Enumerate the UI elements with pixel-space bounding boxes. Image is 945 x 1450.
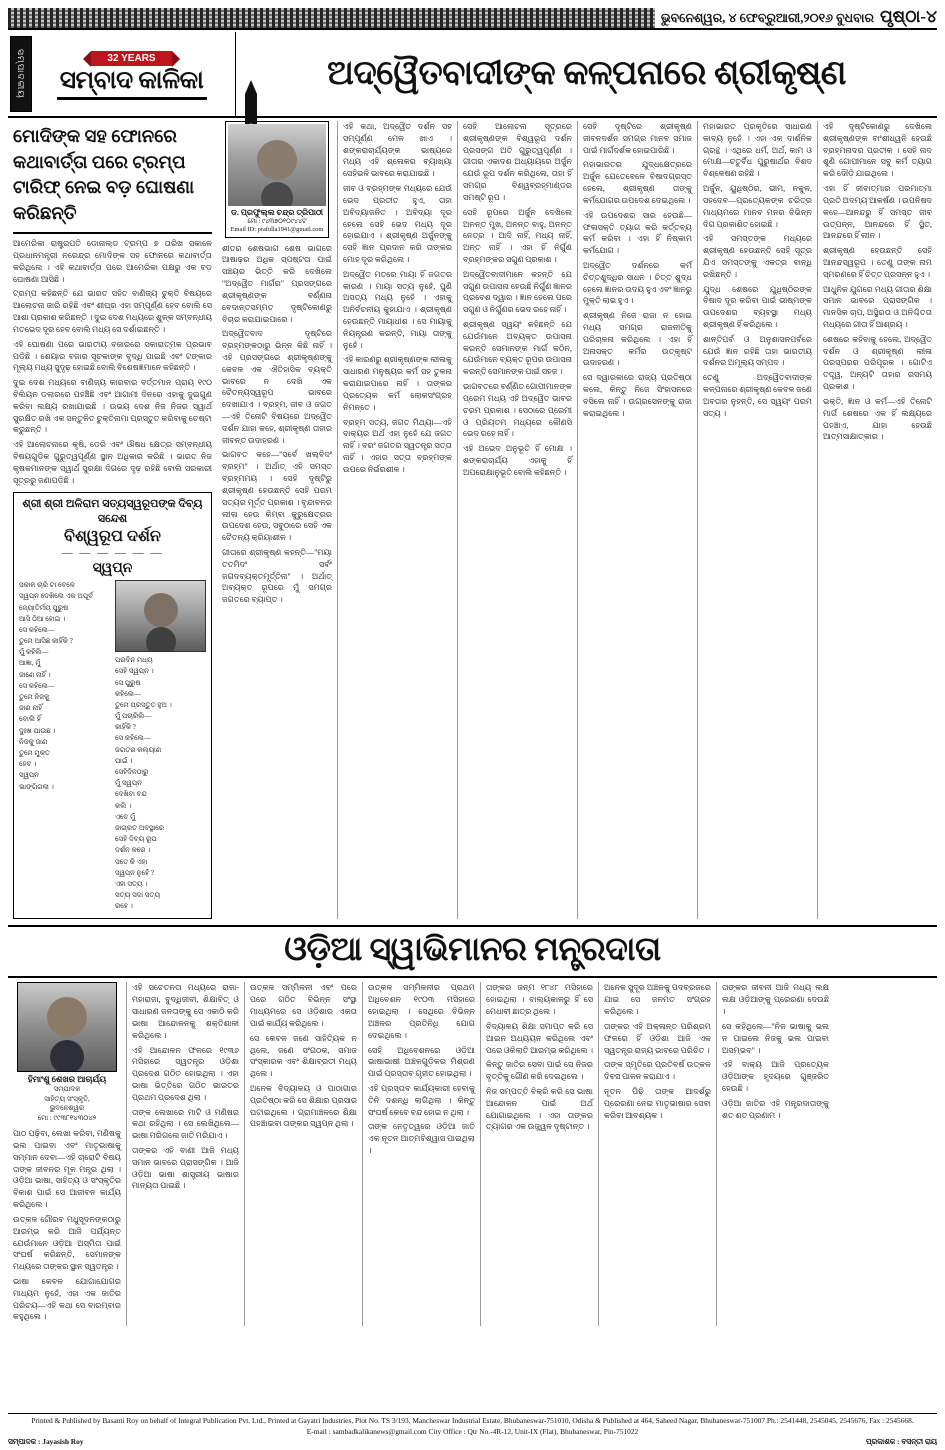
article1-col-3 xyxy=(457,121,577,919)
ad-portrait-photo xyxy=(115,580,206,652)
article2-paragraph: ଭାଷା କେବଳ ଯୋଗାଯୋଗର ମାଧ୍ୟମ ନୁହେଁ, ଏହା ଏକ ଜାତିର ପରିଚୟ—ଏହି କଥା ସେ ବାରମ୍ବାର କହୁଥିଲେ । xyxy=(13,1276,121,1322)
article2-paragraph: ସେହି ଅଧିବେଶନରେ ଓଡ଼ିଆ ଭାଷାଭାଷୀ ଅଞ୍ଚଳଗୁଡ଼ିକର ମିଶ୍ରଣ ପାଇଁ ପ୍ରସ୍ତାବ ଗୃହୀତ ହୋଇଥିଲା । xyxy=(368,1045,475,1079)
left-paragraph: ଆମେରିକା ରାଷ୍ଟ୍ରପତି ଡୋନାଲ୍ଡ ଟ୍ରମ୍ପ ୭ ତାରିଖ ସକାଳେ ପ୍ରଧାନମନ୍ତ୍ରୀ ନରେନ୍ଦ୍ର ମୋଦିଙ୍କ ସହ ଫୋନରେ କଥାବାର୍ତ୍ତା କରିଥିଲେ । ଏହି କଥାବାର୍ତ୍ତା ପରେ ଆମେରିକା ପକ୍ଷରୁ ଏକ ବଡ଼ ଘୋଷଣା ଆସିଛି । xyxy=(13,239,212,284)
footer-imprint-line1: Printed & Published by Basanti Roy on behalf of Integral Publication Pvt. Ltd., Printed at Gayatri Industries, Plot No. TS 3/193, Mancheswar Industrial Estate, Bhubaneswar-751010, Odisha & Published at 464, Saheed Nagar, Bhubaneswar-751007 Ph.: 2541448, 2545045, 2545676, Fax : 2545668. xyxy=(31,1415,914,1425)
article2-headline: ଓଡ଼ିଆ ସ୍ୱାଭିମାନର ମନ୍ତ୍ରଦାତା xyxy=(284,932,661,969)
article2-columns xyxy=(8,982,937,1326)
secondary-headline: ମୋଦିଙ୍କ ସହ ଫୋନରେ କଥାବାର୍ତ୍ତା ପରେ ଟ୍ରମ୍ପ ଟାରିଫ୍ ନେଇ ବଡ଼ ଘୋଷଣା କରିଛନ୍ତି xyxy=(13,121,212,234)
article2-paragraph: ଉତ୍କଳ ସମ୍ମିଳନୀ ଏବଂ ପରେ ପରେ ଗଠିତ ବିଭିନ୍ନ ସଂସ୍ଥା ମାଧ୍ୟମରେ ସେ ଓଡ଼ିଶାର ଏକତା ପାଇଁ କାର୍ଯ୍ୟ କରିଥିଲେ । xyxy=(250,983,357,1028)
article2-col-2 xyxy=(126,982,244,1326)
author-card xyxy=(225,121,329,238)
ornament-strip-left xyxy=(8,8,655,28)
article2-paragraph: ଅନେକ ବିଦ୍ୟାଳୟ ଓ ପାଠାଗାର ପ୍ରତିଷ୍ଠା କରି ସେ ଶିକ୍ଷାର ପ୍ରସାର ଘଟାଇଥିଲେ । ଗ୍ରାମାଞ୍ଚଳରେ ଶିକ୍ଷା ପହଞ୍ଚାଇବା ତାଙ୍କର ସ୍ୱପ୍ନ ଥିଲା । xyxy=(250,1083,357,1129)
article2-paragraph: ଏହି ବାକ୍ୟ ଆଜି ପ୍ରତ୍ୟେକ ଓଡ଼ିଆଙ୍କ ହୃଦୟରେ ଗୁଞ୍ଜରିତ ହେଉଛି । xyxy=(722,1060,829,1093)
ad-right-block xyxy=(115,580,206,912)
author-name: ଡ. ପ୍ରଫୁଲ୍ଲ ଚନ୍ଦ୍ର ତ୍ରିପାଠୀ xyxy=(230,208,323,217)
article2-col-4 xyxy=(362,982,480,1326)
article1-paragraph: ସେ ଦ୍ୱାରକାରେ ରାଜ୍ୟ ପ୍ରତିଷ୍ଠା କଲେ, କିନ୍ତୁ ନିଜେ ସିଂହାସନରେ ବସିଲେ ନାହିଁ । ଉଗ୍ରସେନଙ୍କୁ ରାଜା କରାଇଥିଲେ । xyxy=(583,373,692,418)
article2-paragraph: ତାଙ୍କ ଲେଖାରେ ମାଟି ଓ ମଣିଷର କଥା ରହିଥିଲା । ସେ ଲେଖିଥିଲେ—ଭାଷା ମରିଗଲେ ଜାତି ମରିଯାଏ । xyxy=(132,1107,239,1141)
article1-paragraph: ଆଧୁନିକ ଯୁଗରେ ମଧ୍ୟ ଗୀତାର ଶିକ୍ଷା ସମାନ ଭାବରେ ପ୍ରାସଙ୍ଗିକ । ମାନସିକ ଚାପ, ଅସ୍ଥିରତା ଓ ଅନିଶ୍ଚିତତା ମଧ୍ୟରେ ଗୀତା ହିଁ ଆଶ୍ରୟ । xyxy=(823,284,932,329)
ad-title-secondary: ବିଶ୍ୱରୂପ ଦର୍ଶନ xyxy=(64,528,161,546)
page-footer xyxy=(8,1413,937,1448)
ad-title: ଶ୍ରୀ ଶ୍ରୀ ଅଳିରାମ ସତ୍ୟସ୍ୱରୂପଙ୍କ ଦିବ୍ୟ ସନ୍ଦେଶ xyxy=(22,498,203,526)
article1-paragraph: ଅଦ୍ୱୈତ ଦର୍ଶନରେ କର୍ମ ଚିତ୍ତଶୁଦ୍ଧିର ସାଧନ । ଚିତ୍ତ ଶୁଦ୍ଧ ହେଲେ ଜ୍ଞାନର ଉଦୟ ହୁଏ ଏବଂ ଜ୍ଞାନରୁ ମୁକ୍ତି ଲାଭ ହୁଏ । xyxy=(583,260,692,306)
main-headline-box xyxy=(236,32,937,116)
article2-paragraph: ତାଙ୍କ ନେତୃତ୍ୱରେ ଓଡ଼ିଆ ଜାତି ଏକ ନୂତନ ଆତ୍ମବିଶ୍ୱାସ ପାଇଥିଲା । xyxy=(368,1122,475,1155)
article2-paragraph: ତାଙ୍କ ସ୍ମୃତିରେ ପ୍ରତିବର୍ଷ ଉତ୍କଳ ଦିବସ ପାଳନ କରାଯାଏ । xyxy=(604,1060,711,1082)
left-paragraph: ଏହି ଆଲୋଚନାରେ କୃଷି, ଡେରି ଏବଂ ଔଷଧ କ୍ଷେତ୍ର ସମ୍ବନ୍ଧୀୟ ବିଷୟଗୁଡ଼ିକ ଗୁରୁତ୍ୱପୂର୍ଣ୍ଣ ସ୍ଥାନ ଅଧିକାର କରିଛି । ଭାରତ ନିଜ କୃଷକମାନଙ୍କ ସ୍ୱାର୍ଥ ସୁରକ୍ଷା ଦିଗରେ ଦୃଢ଼ ରହିଛି ବୋଲି ସରକାରୀ ସୂତ୍ରରୁ ଜଣାପଡ଼ିଛି । xyxy=(13,440,212,485)
article2-paragraph: ଅନେକ ସୁଦୂର ଅଞ୍ଚଳକୁ ପଦବ୍ରଜରେ ଯାଇ ସେ ଜନମତ ସଂଗ୍ରହ କରିଥିଲେ । xyxy=(604,983,711,1017)
ad-text-left: ସକାଳ ଚାରି ଟା ବେଳେ ସ୍ୱପ୍ନ ଦେଖିଲେ ଏକ ଅପୂର୍ବ ଜ୍ୟୋତିର୍ମୟ ପୁରୁଷ ଆସି ଠିଆ ହୋଇ । ସେ କହିଲେ— ତୁମେ ଆସିଛ କାହିଁକି ? ମୁଁ କହିଲି— ଆଜ୍ଞା, ମୁଁ ଜାଣେ ନାହିଁ । ସେ କହିଲେ— ତୁମେ ନିଜକୁ ଜାଣ ନାହିଁ ବୋଲି ହିଁ ଦୁଃଖ ପାଉଛ । ନିଜକୁ ଜାଣ ତୁମେ ମୁକ୍ତ ହେବ । ସ୍ୱପ୍ନ ଭାଙ୍ଗିଗଲା । xyxy=(19,581,93,791)
article2-paragraph: ତାଙ୍କର ଏହି ଅକ୍ଳାନ୍ତ ପରିଶ୍ରମ ଫଳରେ ହିଁ ଓଡ଼ିଶା ଆଜି ଏକ ସ୍ୱତନ୍ତ୍ର ରାଜ୍ୟ ଭାବରେ ପରିଚିତ । xyxy=(604,1021,711,1055)
left-paragraph: ଟ୍ରମ୍ପ କହିଛନ୍ତି ଯେ ଭାରତ ସହିତ ବାଣିଜ୍ୟ ଚୁକ୍ତି ବିଷୟରେ ଆଲୋଚନା ଜାରି ରହିଛି ଏବଂ ଶୀଘ୍ର ଏହା ସମ୍ପୂର୍ଣ୍ଣ ହେବ ବୋଲି ସେ ଆଶା ପ୍ରକାଶ କରିଛନ୍ତି । ଦୁଇ ଦେଶ ମଧ୍ୟରେ ଶୁଳ୍କ ସମ୍ବନ୍ଧୀୟ ମତଭେଦ ଦୂର ହେବ ବୋଲି ମଧ୍ୟ ସେ ଦର୍ଶାଇଛନ୍ତି । xyxy=(13,289,212,334)
article1-paragraph: ଭକ୍ତି, ଜ୍ଞାନ ଓ କର୍ମ—ଏହି ତିନୋଟି ମାର୍ଗ ଶେଷରେ ଏକ ହିଁ ଲକ୍ଷ୍ୟରେ ପହଞ୍ଚାଏ, ଯାହା ହେଉଛି ଆତ୍ମସାକ୍ଷାତ୍କାର । xyxy=(823,396,932,442)
article1-col-5 xyxy=(697,121,817,919)
article2-col-1 xyxy=(8,982,126,1326)
article2-author-role: ସମ୍ପାଦକ xyxy=(53,1085,81,1094)
article1-col-6 xyxy=(817,121,937,919)
footer-credits xyxy=(8,1437,937,1448)
ad-body xyxy=(19,580,206,912)
footer-publisher: ପ୍ରକାଶକ : ବସନ୍ତୀ ରାୟ xyxy=(865,1437,937,1447)
article1-paragraph: ଗୀତାରେ ଶ୍ରୀକୃଷ୍ଣ କହନ୍ତି—"ମୟା ତତମିଦଂ ସର୍ବଂ ଜଗଦବ୍ୟକ୍ତମୂର୍ତ୍ତିନା" । ଅର୍ଥାତ୍ ଅବ୍ୟକ୍ତ ରୂପରେ ମୁଁ ସମଗ୍ର ଜଗତରେ ବ୍ୟାପ୍ତ । xyxy=(222,547,332,605)
author-email: Email ID: prafulla1941@gmail.com xyxy=(230,226,324,234)
masthead-title: ସମ୍ବାଦ କାଳିକା xyxy=(59,67,204,95)
article2-paragraph: ନିଜ ସମ୍ପତ୍ତି ବିକ୍ରି କରି ସେ ଭାଷା ଆନ୍ଦୋଳନ ପାଇଁ ଅର୍ଥ ଯୋଗାଇଥିଲେ । ଏହା ତାଙ୍କର ତ୍ୟାଗର ଏକ ଉଜ୍ଜ୍ୱଳ ଦୃଷ୍ଟାନ୍ତ । xyxy=(486,1086,593,1132)
article2-paragraph: ପାଠ ପଢ଼ିବା, ଲେଖା କରିବା, ମଣିଷକୁ ଭଲ ପାଇବା ଏବଂ ମାତୃଭାଷାକୁ ସମ୍ମାନ ଦେବା—ଏହି ଚାରୋଟି ବିଷୟ ତାଙ୍କ ଜୀବନର ମୂଳ ମନ୍ତ୍ର ଥିଲା । ଓଡ଼ିଆ ଭାଷା, ସାହିତ୍ୟ ଓ ସଂସ୍କୃତିର ବିକାଶ ପାଇଁ ସେ ଆଜୀବନ କାର୍ଯ୍ୟ କରିଥିଲେ । xyxy=(13,1129,121,1210)
page-number: ପୃଷ୍ଠା-୪ xyxy=(879,7,937,26)
dateline: ଭୁବନେଶ୍ୱର, ୪ ଫେବ୍ରୁଆରୀ,୨୦୧୬ ବୁଧବାର xyxy=(660,11,874,25)
author-photo xyxy=(228,124,326,206)
upper-content xyxy=(8,121,937,919)
author-phone: ମୋ : ୯୪୩୭୦୧୦୯୪୪ଟ xyxy=(247,218,307,225)
article1-paragraph: ସେହି ଦୃଷ୍ଟିରେ ଶ୍ରୀକୃଷ୍ଣ ଜୀବନଦର୍ଶନ ସମଗ୍ର ମାନବ ସମାଜ ପାଇଁ ମାର୍ଗଦର୍ଶକ ହୋଇପାରିଛି । xyxy=(583,122,692,155)
article2-paragraph: ଏହି ଆନ୍ଦୋଳନ ଫଳରେ ୧୯୩୬ ମସିହାରେ ସ୍ୱତନ୍ତ୍ର ଓଡ଼ିଶା ପ୍ରଦେଶ ଗଠିତ ହୋଇଥିଲା । ଏହା ଭାଷା ଭିତ୍ତିରେ ଗଠିତ ଭାରତର ପ୍ରଥମ ପ୍ରଦେଶ ଥିଲା । xyxy=(132,1045,239,1102)
article1-col-1 xyxy=(217,121,337,919)
main-headline: ଅଦ୍ୱୈତବାଦୀଙ୍କ କଳ୍ପନାରେ ଶ୍ରୀକୃଷ୍ଣ xyxy=(327,55,846,92)
article2-paragraph: ଏହି ସଚେତନତା ମଧ୍ୟରେ ରାଜା-ମହାରାଜା, ବୁଦ୍ଧିଜୀବୀ, ଶିକ୍ଷାବିତ୍ ଓ ସାଧାରଣ ଜନତାଙ୍କୁ ସେ ଏକାଠି କରି ଭାଷା ଆନ୍ଦୋଳନକୁ ଶକ୍ତିଶାଳୀ କରିଥିଲେ । xyxy=(132,983,239,1040)
article2-col-3 xyxy=(244,982,362,1326)
article1-paragraph: ଯୁଦ୍ଧ ଶେଷରେ ଯୁଧିଷ୍ଠିରଙ୍କ ବିଷାଦ ଦୂର କରିବା ପାଇଁ ଭୀଷ୍ମଙ୍କ ଉପଦେଶର ବ୍ୟବସ୍ଥା ମଧ୍ୟ ଶ୍ରୀକୃଷ୍ଣ ହିଁ କରିଥିଲେ । xyxy=(703,284,812,329)
years-badge: 32 YEARS xyxy=(91,51,171,66)
article1-paragraph: ତେଣୁ ଅଦ୍ୱୈତବାଦୀଙ୍କ କଳ୍ପନାରେ ଶ୍ରୀକୃଷ୍ଣ କେବଳ ଜଣେ ଅବତାର ନୁହନ୍ତି, ସେ ସ୍ୱୟଂ ପରମ ସତ୍ୟ । xyxy=(703,373,812,418)
article1-paragraph: ସେହି ରୂପରେ ଅର୍ଜୁନ ଦେଖିଲେ ଅନନ୍ତ ମୁଖ, ଅନନ୍ତ ବାହୁ, ଅନନ୍ତ ନେତ୍ର । ଆଦି ନାହିଁ, ମଧ୍ୟ ନାହିଁ, ଅନ୍ତ ନାହିଁ । ଏହା ହିଁ ନିର୍ଗୁଣ ବ୍ରହ୍ମଙ୍କର ସଗୁଣ ପ୍ରକାଶ । xyxy=(463,207,572,264)
article1-paragraph: ଶ୍ରୀକୃଷ୍ଣ ସ୍ୱୟଂ କହିଛନ୍ତି ଯେ ଯେଉଁମାନେ ଅବ୍ୟକ୍ତ ଉପାସନା କରନ୍ତି ସେମାନଙ୍କ ମାର୍ଗ କଠିନ, ଯେଉଁମାନେ ବ୍ୟକ୍ତ ରୂପର ଉପାସନା କରନ୍ତି ସେମାନଙ୍କ ପାଇଁ ସହଜ । xyxy=(463,320,572,377)
article1-paragraph: ଅଦ୍ୱୈତ ମତରେ ମାୟା ହିଁ ଜଗତର କାରଣ । ମାୟା ସତ୍ୟ ନୁହେଁ, ପୁଣି ଅସତ୍ୟ ମଧ୍ୟ ନୁହେଁ । ଏହାକୁ ଅନିର୍ବଚନୀୟ କୁହାଯାଏ । ଶ୍ରୀକୃଷ୍ଣ ହେଉଛନ୍ତି ମାୟାଧୀଶ । ସେ ମାୟାକୁ ନିୟନ୍ତ୍ରଣ କରନ୍ତି, ମାୟା ତାଙ୍କୁ ନୁହେଁ । xyxy=(343,269,452,350)
article2-paragraph: ଉତ୍କଳ ସମ୍ମିଳନୀର ପ୍ରଥମ ଅଧିବେଶନ ୧୯୦୩ ମସିହାରେ ହୋଇଥିଲା । ସେଥିରେ ବିଭିନ୍ନ ଅଞ୍ଚଳର ପ୍ରତିନିଧି ଯୋଗ ଦେଇଥିଲେ । xyxy=(368,983,475,1040)
article2-paragraph: ତାଙ୍କର ଜୀବନୀ ଆଜି ମଧ୍ୟ ଲକ୍ଷ ଲକ୍ଷ ଓଡ଼ିଆଙ୍କୁ ପ୍ରେରଣା ଦେଉଛି । xyxy=(722,983,829,1017)
article1-paragraph: ଶୀତର ଶେଷଭାଗ ଶେଷ ଭାଗରେ ଆଷାଢ଼ର ଅଧିକ ସ୍ପଷ୍ଟତା ପାଇଁ ସଞ୍ଚୟର ଭିତ୍ତି କରି ଦେଖିଲେ "ଅଦ୍ୱୈତ ମାର୍ଗର" ପ୍ରସଙ୍ଗରେ ଶ୍ରୀକୃଷ୍ଣଙ୍କ ବର୍ଣ୍ଣନା ବେଦାନ୍ତସମ୍ମତ ଦୃଷ୍ଟିକୋଣରୁ ବିଚାର କରାଯାଇପାରେ । xyxy=(222,243,332,324)
left-paragraph: ଏହି ଘୋଷଣା ପରେ ଭାରତୀୟ ବଜାରରେ ସକାରାତ୍ମକ ପ୍ରଭାବ ପଡ଼ିଛି । ଶେୟାର ବଜାର ସୂଚକାଙ୍କ ବୃଦ୍ଧି ପାଇଛି ଏବଂ ଟଙ୍କାର ମୂଲ୍ୟ ମଧ୍ୟ ସୁଦୃଢ଼ ହୋଇଛି ବୋଲି ବିଶେଷଜ୍ଞମାନେ କହିଛନ୍ତି । xyxy=(13,339,212,373)
article2-paragraph: କିନ୍ତୁ ଜାତିର ସେବା ପାଇଁ ସେ ନିଜର ବୃତ୍ତିକୁ ଗୌଣ କରି ଦେଇଥିଲେ । xyxy=(486,1060,593,1082)
left-paragraph: ଦୁଇ ଦେଶ ମଧ୍ୟରେ ବାଣିଜ୍ୟ କାରବାର ବର୍ତ୍ତମାନ ପ୍ରାୟ ୧୯୦ ବିଲିୟନ ଡଲାରରେ ପହଞ୍ଚିଛି ଏବଂ ଆଗାମୀ ଦିନରେ ଏହାକୁ ଦୁଇଗୁଣ କରିବା ଲକ୍ଷ୍ୟ ରଖାଯାଇଛି । ଉଭୟ ଦେଶ ନିଜ ନିଜର ସ୍ୱାର୍ଥ ସୁରକ୍ଷିତ ରଖି ଏକ ସନ୍ତୁଳିତ ଚୁକ୍ତିନାମା ପ୍ରସ୍ତୁତ କରିବାକୁ ଚେଷ୍ଟା କରୁଛନ୍ତି । xyxy=(13,378,212,435)
advertisement-box xyxy=(13,492,212,919)
article2-paragraph: ତାଙ୍କର ଜନ୍ମ ୧୮୪୮ ମସିହାରେ ହୋଇଥିଲା । ବାଲ୍ୟକାଳରୁ ହିଁ ସେ ମେଧାବୀ ଛାତ୍ର ଥିଲେ । xyxy=(486,983,593,1017)
article2-author-place: ସାହିତ୍ୟ ସଂସ୍କୃତି, ଭୁବନେଶ୍ୱର xyxy=(44,1094,90,1113)
ad-divider: — — — — — — xyxy=(61,547,164,560)
article2-paragraph: ସେ କହିଥିଲେ—"ନିଜ ଭାଷାକୁ ଭଲ ନ ପାଇଲେ ନିଜକୁ ଭଲ ପାଇବା ଅସମ୍ଭବ" । xyxy=(722,1021,829,1055)
footer-editor: ସମ୍ପାଦକ : Jayasish Roy xyxy=(8,1437,84,1447)
article1-paragraph: ମହାଭାରତର ଯୁଦ୍ଧକ୍ଷେତ୍ରରେ ଅର୍ଜୁନ ଯେତେବେଳେ ବିଷାଦଗ୍ରସ୍ତ ହେଲେ, ଶ୍ରୀକୃଷ୍ଣ ତାଙ୍କୁ କର୍ମଯୋଗର ଉପଦେଶ ଦେଇଥିଲେ । xyxy=(583,160,692,205)
article1-col-2 xyxy=(337,121,457,919)
ad-subtitle: ସ୍ୱପ୍ନ xyxy=(92,561,133,577)
article1-paragraph: ଏହି ଉପଦେଶର ସାର ହେଉଛି—ଫଳାସକ୍ତି ତ୍ୟାଗ କରି କର୍ତ୍ତବ୍ୟ କର୍ମ କରିବା । ଏହା ହିଁ ନିଷ୍କାମ କର୍ମଯୋଗ । xyxy=(583,210,692,256)
article1-paragraph: ଏହି ସମସ୍ତଙ୍କ ମଧ୍ୟରେ ଶ୍ରୀକୃଷ୍ଣ ହେଉଛନ୍ତି ସେହି ସୂତ୍ର ଯିଏ ସମସ୍ତଙ୍କୁ ଏକତ୍ର ବାନ୍ଧି ରଖିଛନ୍ତି । xyxy=(703,234,812,279)
article2-paragraph: ଏହି ପ୍ରସ୍ତାବ କାର୍ଯ୍ୟକାରୀ ହେବାକୁ ତିନି ଦଶନ୍ଧି ଲାଗିଥିଲା । କିନ୍ତୁ ସଂଘର୍ଷ କେବେ ବନ୍ଦ ହୋଇ ନ ଥିଲା । xyxy=(368,1083,475,1117)
masthead-underline xyxy=(57,97,207,100)
article1-paragraph: ଭାଗବତରେ ବର୍ଣ୍ଣିତ ଗୋପୀମାନଙ୍କ ପ୍ରେମ ମଧ୍ୟ ଏହି ଅଦ୍ୱୈତ ଭାବର ଚରମ ପ୍ରକାଶ । ସେଠାରେ ପ୍ରେମୀ ଓ ପ୍ରିୟତମ ମଧ୍ୟରେ କୌଣସି ଭେଦ ରହେ ନାହିଁ । xyxy=(463,382,572,439)
ad-text-right: ପରଦିନ ମଧ୍ୟ ସେହି ସ୍ୱପ୍ନ । ସେ ପୁରୁଷ କହିଲେ— ତୁମେ ପ୍ରସ୍ତୁତ ହୁଅ । ମୁଁ ପଚାରିଲି— କାହିଁକି ? ସେ କହିଲେ— ଜଗତର କଲ୍ୟାଣ ପାଇଁ । ସେହିଦିନଠାରୁ ମୁଁ ସ୍ୱପ୍ନ ଦେଖିବା ବନ୍ଦ କଲି । ଏବେ ମୁଁ ଜାଗ୍ରତ ଅବସ୍ଥାରେ ସେହି ଦିବ୍ୟ ରୂପ ଦର୍ଶନ କରେ । ସତେ କି ଏହା ସ୍ୱପ୍ନ ନୁହେଁ ? ଏହା ସତ୍ୟ । ସତ୍ୟ ସଦା ସତ୍ୟ ରହେ । xyxy=(115,656,172,911)
article1-paragraph: ଶ୍ରୀକୃଷ୍ଣ ନିଜେ ରାଜା ନ ହୋଇ ମଧ୍ୟ ସମଗ୍ର ରାଜନୀତିକୁ ପରିଚାଳନା କରିଥିଲେ । ଏହା ହିଁ ଅନାସକ୍ତ କର୍ମର ଉତ୍କୃଷ୍ଟ ଉଦାହରଣ । xyxy=(583,311,692,368)
article2-author-photo xyxy=(17,982,117,1072)
article1-paragraph: ଏହି ଦୃଷ୍ଟିକୋଣରୁ ଦେଖିଲେ ଶ୍ରୀକୃଷ୍ଣଙ୍କ ବାଂଶୀଧ୍ୱନି ହେଉଛି ବ୍ରହ୍ମନାଦର ପ୍ରତୀକ । ସେହି ନାଦ ଶୁଣି ଗୋପୀମାନେ ସବୁ କର୍ମ ତ୍ୟାଗ କରି ଦୌଡ଼ି ଯାଇଥିଲେ । xyxy=(823,122,932,179)
article1-paragraph: ଭାଗବତ କହେ—"ସର୍ବେ ଖଲ୍ବିଦଂ ବ୍ରହ୍ମ" । ଅର୍ଥାତ୍ ଏହି ସମସ୍ତ ବ୍ରହ୍ମମୟ । ସେହି ଦୃଷ୍ଟିରୁ ଶ୍ରୀକୃଷ୍ଣ ହେଉଛନ୍ତି ସେହି ପରମ ସତ୍ୟର ମୂର୍ତ୍ତ ପ୍ରକାଶ । ବୃନ୍ଦାବନର ଲୀଳା ହେଉ କିମ୍ବା କୁରୁକ୍ଷେତ୍ରର ଉପଦେଶ ହେଉ, ସବୁଠାରେ ସେହି ଏକ ଚୈତନ୍ୟ କ୍ରିୟାଶୀଳ । xyxy=(222,450,332,543)
article1-columns xyxy=(217,121,937,919)
article2-author-name: ହିମାଂଶୁ ଶେଖର ଆଚାର୍ଯ୍ୟ xyxy=(27,1074,107,1085)
article1-paragraph: ଅଦ୍ୱୈତବାଦ ଦୃଷ୍ଟିରେ ବ୍ରହ୍ମଙ୍କଠାରୁ ଭିନ୍ନ କିଛି ନାହିଁ । ଏହି ପ୍ରସଙ୍ଗରେ ଶ୍ରୀକୃଷ୍ଣଙ୍କୁ କେବଳ ଏକ ଐତିହାସିକ ବ୍ୟକ୍ତି ଭାବରେ ନ ଦେଖି ଏକ ଚୈତନ୍ୟସ୍ୱରୂପ ଭାବରେ ଦେଖାଯାଏ । ବ୍ରହ୍ମ, ଜୀବ ଓ ଜଗତ—ଏହି ତିନୋଟି ବିଷୟରେ ଅଦ୍ୱୈତ ଦର୍ଶନ ଯାହା କହେ, ଶ୍ରୀକୃଷ୍ଣ ତାହାର ଜୀବନ୍ତ ଉଦାହରଣ । xyxy=(222,329,332,445)
article1-paragraph: ସେହି ଆଲୋଚନା ସୂତ୍ରରେ ଶ୍ରୀକୃଷ୍ଣଙ୍କ ବିଶ୍ୱରୂପ ଦର୍ଶନ ପ୍ରସଙ୍ଗ ଅତି ଗୁରୁତ୍ୱପୂର୍ଣ୍ଣ । ଗୀତାର ଏକାଦଶ ଅଧ୍ୟାୟରେ ଅର୍ଜୁନ ଯେଉଁ ରୂପ ଦର୍ଶନ କରିଥିଲେ, ତାହା ହିଁ ସମଗ୍ର ବିଶ୍ୱବ୍ରହ୍ମାଣ୍ଡର ସମଷ୍ଟି ରୂପ । xyxy=(463,122,572,202)
masthead-side-label: ସମ୍ପାଦକୀୟ xyxy=(10,36,32,112)
article1-col-4 xyxy=(577,121,697,919)
article1-paragraph: ଅର୍ଜୁନ, ୟୁଧିଷ୍ଠିର, ଭୀମ, ନକୁଳ, ସହଦେବ—ପ୍ରତ୍ୟେକଙ୍କ ଚରିତ୍ର ମାଧ୍ୟମରେ ମାନବ ମନର ବିଭିନ୍ନ ଦିଗ ପ୍ରକାଶିତ ହୋଇଛି । xyxy=(703,184,812,229)
article2-headline-band xyxy=(8,925,937,978)
footer-imprint-line2: E-mail : sambadkalikanews@gmail.com City Office : Qtr No.-4R-12, Unit-IX (Flat), Bhubaneswar, Pin-751022 xyxy=(306,1426,639,1436)
masthead-logo-main xyxy=(57,48,207,99)
article1-paragraph: ମହାଭାରତ ପ୍ରକୃତିରେ ସାଧାରଣ କାବ୍ୟ ନୁହେଁ । ଏହା ଏକ ଦାର୍ଶନିକ ଗ୍ରନ୍ଥ । ଏଥିରେ ଧର୍ମ, ଅର୍ଥ, କାମ ଓ ମୋକ୍ଷ—ଚତୁର୍ବିଧ ପୁରୁଷାର୍ଥର ବିଶଦ ବିଶ୍ଳେଷଣ ରହିଛି । xyxy=(703,122,812,179)
masthead xyxy=(8,32,937,118)
article1-paragraph: ଏହା ହିଁ ଜୀବାତ୍ମାର ପରମାତ୍ମା ପ୍ରତି ଅଦମ୍ୟ ଆକର୍ଷଣ । ଉପନିଷଦ କହେ—ଆନନ୍ଦରୁ ହିଁ ସମସ୍ତ ଜୀବ ଉତ୍ପନ୍ନ, ଆନନ୍ଦରେ ହିଁ ସ୍ଥିତ, ଆନନ୍ଦରେ ହିଁ ଲୀନ । xyxy=(823,184,933,241)
article2-col-7 xyxy=(716,982,834,1326)
top-ornament-bar xyxy=(8,4,937,30)
article2-author-card xyxy=(17,982,117,1123)
article1-paragraph: ଶେଷରେ କହିବାକୁ ହେଲେ, ଅଦ୍ୱୈତ ଦର୍ଶନ ଓ ଶ୍ରୀକୃଷ୍ଣ ଲୀଳା ପରସ୍ପରର ପରିପୂରକ । ଗୋଟିଏ ତତ୍ତ୍ୱ, ଅନ୍ୟଟି ତାହାର ରସମୟ ପ୍ରକାଶ । xyxy=(823,334,932,392)
article1-paragraph: ଶ୍ରୀକୃଷ୍ଣ ହେଉଛନ୍ତି ସେହି ଆନନ୍ଦସ୍ୱରୂପ । ତେଣୁ ତାଙ୍କ ନାମ ସ୍ମରଣରେ ହିଁ ଚିତ୍ତ ପ୍ରସନ୍ନ ହୁଏ । xyxy=(823,246,932,279)
article1-paragraph: ଜୀବ ଓ ବ୍ରହ୍ମଙ୍କ ମଧ୍ୟରେ ଯେଉଁ ଭେଦ ପ୍ରତୀତ ହୁଏ, ତାହା ଅବିଦ୍ୟାଜନିତ । ଅବିଦ୍ୟା ଦୂର ହେଲେ ସେହି ଭେଦ ମଧ୍ୟ ଦୂର ହୋଇଯାଏ । ଶ୍ରୀକୃଷ୍ଣ ଅର୍ଜୁନଙ୍କୁ ସେହି ଜ୍ଞାନ ପ୍ରଦାନ କରି ତାଙ୍କର ମୋହ ଦୂର କରିଥିଲେ । xyxy=(343,184,452,264)
article2-paragraph: ଓଡ଼ିଆ ଜାତିର ଏହି ମନ୍ତ୍ରଦାତାଙ୍କୁ ଶତ ଶତ ପ୍ରଣାମ । xyxy=(722,1098,829,1120)
article1-paragraph: ଏହି ଅଭେଦ ଅନୁଭୂତି ହିଁ ମୋକ୍ଷ । ଶଙ୍କରାଚାର୍ଯ୍ୟ ଏହାକୁ ହିଁ ଅପରୋକ୍ଷାନୁଭୂତି ବୋଲି କହିଛନ୍ତି । xyxy=(463,444,572,477)
article2-paragraph: ସେ କେବଳ ଜଣେ ସାହିତ୍ୟିକ ନ ଥିଲେ, ଜଣେ ସଂଗଠକ, ସମାଜ ସଂସ୍କାରକ ଏବଂ ଶିକ୍ଷାବ୍ରତୀ ମଧ୍ୟ ଥିଲେ । xyxy=(250,1033,357,1079)
article2-paragraph: ଉତ୍କଳ ଗୌରବ ମଧୁସୂଦନଙ୍କଠାରୁ ଆରମ୍ଭ କରି ଆଜି ପର୍ଯ୍ୟନ୍ତ ଯେଉଁମାନେ ଓଡ଼ିଆ ଅସ୍ମିତା ପାଇଁ ସଂଘର୍ଷ କରିଛନ୍ତି, ସେମାନଙ୍କ ମଧ୍ୟରେ ତାଙ୍କର ସ୍ଥାନ ସ୍ୱତନ୍ତ୍ର । xyxy=(13,1214,121,1272)
article2-paragraph: ନୂତନ ପିଢ଼ି ତାଙ୍କ ଆଦର୍ଶରୁ ପ୍ରେରଣା ନେଇ ମାତୃଭାଷାର ସେବା କରିବା ଆବଶ୍ୟକ । xyxy=(604,1086,711,1120)
article2-author-phone: ମୋ : ୯୯୩୮୧୪୩୦୪୨ xyxy=(37,1113,97,1122)
article2-col-5 xyxy=(480,982,598,1326)
article1-paragraph: ବ୍ରହ୍ମ ସତ୍ୟ, ଜଗତ ମିଥ୍ୟା—ଏହି ବାକ୍ୟର ଅର୍ଥ ଏହା ନୁହେଁ ଯେ ଜଗତ ନାହିଁ । ବରଂ ଜଗତର ସ୍ୱତନ୍ତ୍ର ସତ୍ତା ନାହିଁ । ଏହାର ସତ୍ତା ବ୍ରହ୍ମଙ୍କ ଉପରେ ନିର୍ଭରଶୀଳ । xyxy=(343,417,452,474)
article1-paragraph: ଅଦ୍ୱୈତବାଦୀମାନେ କହନ୍ତି ଯେ ସଗୁଣ ଉପାସନା ହେଉଛି ନିର୍ଗୁଣ ଜ୍ଞାନର ପ୍ରବେଶ ଦ୍ୱାର । ଜ୍ଞାନ ହେଲେ ପରେ ସଗୁଣ ଓ ନିର୍ଗୁଣର ଭେଦ ରହେ ନାହିଁ । xyxy=(463,269,572,315)
article1-paragraph: ଶାନ୍ତିପର୍ବ ଓ ଅନୁଶାସନପର୍ବରେ ଯେଉଁ ଜ୍ଞାନ ରହିଛି ତାହା ଭାରତୀୟ ଦର୍ଶନର ଅମୂଲ୍ୟ ସମ୍ପଦ । xyxy=(703,334,812,368)
article2-paragraph: ତାଙ୍କର ଏହି ବାଣୀ ଆଜି ମଧ୍ୟ ସମାନ ଭାବରେ ପ୍ରାସଙ୍ଗିକ । ଆଜି ଓଡ଼ିଆ ଭାଷା ଶାସ୍ତ୍ରୀୟ ଭାଷାର ମାନ୍ୟତା ପାଇଛି । xyxy=(132,1146,239,1191)
article1-paragraph: ଏହି କଥା, ଅଦ୍ୱୈତ ଦର୍ଶନ ସହ ସମ୍ପୂର୍ଣ୍ଣ ମେଳ ଖାଏ । ଶଙ୍କରାଚାର୍ଯ୍ୟଙ୍କ ଭାଷ୍ୟରେ ମଧ୍ୟ ଏହି ଶ୍ଳୋକର ବ୍ୟାଖ୍ୟା ସେହିଭଳି ଭାବରେ କରାଯାଇଛି । xyxy=(343,122,452,179)
article2-paragraph: ବିଦ୍ୟାଳୟ ଶିକ୍ଷା ସମାପ୍ତ କରି ସେ ଆଇନ ଅଧ୍ୟୟନ କରିଥିଲେ ଏବଂ ପରେ ଓକିଲାତି ଆରମ୍ଭ କରିଥିଲେ । xyxy=(486,1021,593,1055)
masthead-logo xyxy=(8,32,236,116)
left-column xyxy=(8,121,217,919)
article1-paragraph: ଏହି କାରଣରୁ ଶ୍ରୀକୃଷ୍ଣଙ୍କ ଲୀଳାକୁ ସାଧାରଣ ମନୁଷ୍ୟର କର୍ମ ସହ ତୁଳନା କରାଯାଇପାରେ ନାହିଁ । ତାଙ୍କର ପ୍ରତ୍ୟେକ କର୍ମ ଲୋକସଂଗ୍ରହ ନିମନ୍ତେ । xyxy=(343,355,452,412)
article2-col-6 xyxy=(598,982,716,1326)
